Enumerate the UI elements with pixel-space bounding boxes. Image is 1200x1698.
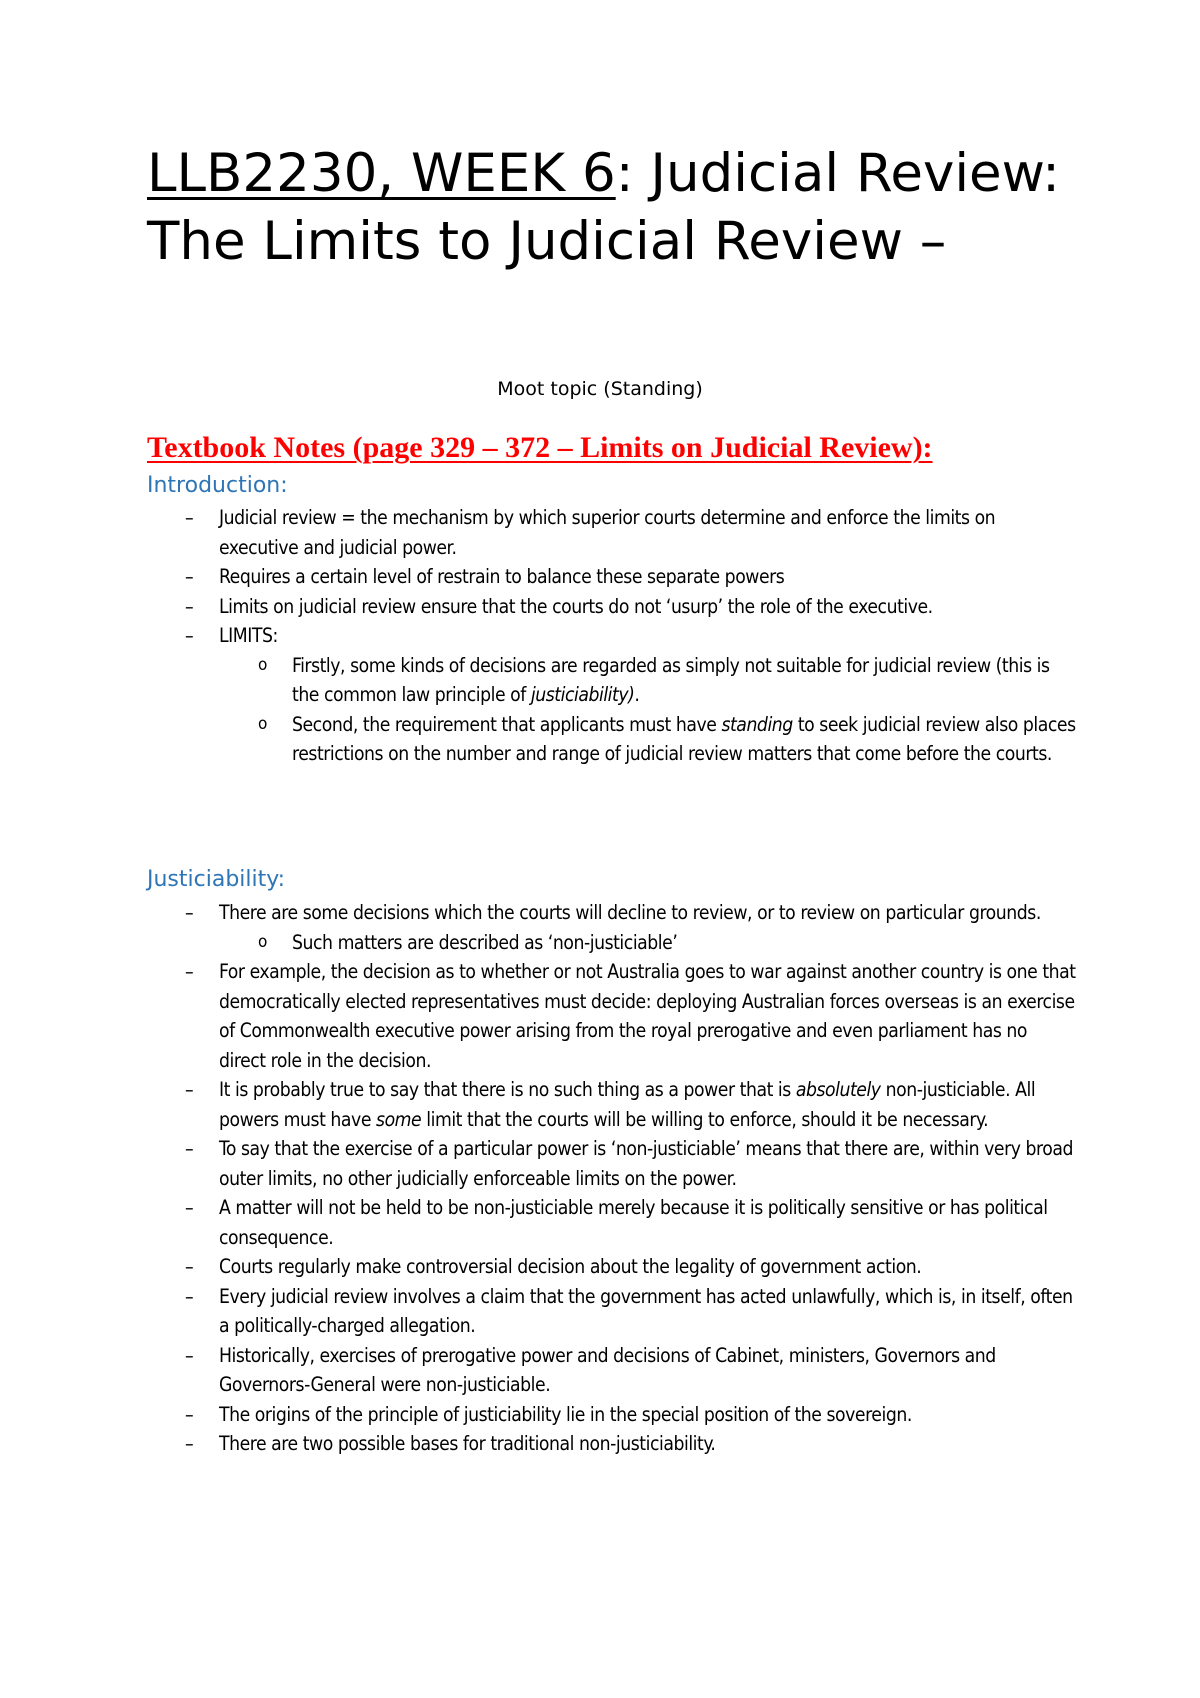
dash-bullet: – xyxy=(185,1343,194,1367)
list-item-limits: – LIMITS: o Firstly, some kinds of decisions are regarded as simply not suitable for judicial review (this is the common law principle of justiciability). o Second, the requirement that applicants must have standing to seek judicial review also places restrictions on the number and range of judicial review matters that come before the courts. xyxy=(147,621,1077,769)
dash-bullet: – xyxy=(185,1137,194,1160)
limits-sublist xyxy=(147,651,1077,769)
textbook-notes-heading: Textbook Notes (page 329 – 372 – Limits on Judicial Review): xyxy=(147,431,933,464)
circle-bullet: o xyxy=(258,713,267,734)
dash-bullet: – xyxy=(185,624,194,647)
course-code: LLB2230, WEEK 6 xyxy=(147,143,616,204)
list-item: – Historically, exercises of prerogative power and decisions of Cabinet, ministers, Governors and Governors-General were non-justiciable. xyxy=(147,1341,1077,1400)
sub-list-item: o Such matters are described as ‘non-justiciable’ xyxy=(147,928,1077,958)
dash-bullet: – xyxy=(185,1078,194,1101)
circle-bullet: o xyxy=(258,654,267,675)
list-item: – There are two possible bases for traditional non-justiciability. xyxy=(147,1429,1077,1459)
list-item: – For example, the decision as to whether or not Australia goes to war against another country is one that democratically elected representatives must decide: deploying Australian forces overseas is an exercise of Commonwealth executive power arising from the royal prerogative and even parliament has no direct role in the decision. xyxy=(147,957,1077,1075)
justiciability-list xyxy=(147,898,1077,1459)
dash-bullet: – xyxy=(185,1432,194,1455)
sub-list-item: o Second, the requirement that applicants must have standing to seek judicial review also places restrictions on the number and range of judicial review matters that come before the courts. xyxy=(147,710,1077,769)
dash-bullet: – xyxy=(185,565,194,588)
dash-bullet: – xyxy=(185,1402,194,1426)
list-item: – A matter will not be held to be non-justiciable merely because it is politically sensitive or has political consequence. xyxy=(147,1193,1077,1252)
moot-topic-subtitle: Moot topic (Standing) xyxy=(497,378,703,400)
list-item: – There are some decisions which the courts will decline to review, or to review on particular grounds. o Such matters are described as ‘non-justiciable’ xyxy=(147,898,1077,957)
dash-bullet: – xyxy=(185,1196,194,1219)
dash-bullet: – xyxy=(185,960,194,983)
page-title xyxy=(147,140,1067,276)
sub-list-item: o Firstly, some kinds of decisions are regarded as simply not suitable for judicial review (this is the common law principle of justiciability). xyxy=(147,651,1077,710)
list-item: – Requires a certain level of restrain to balance these separate powers xyxy=(147,562,1077,592)
list-item: – To say that the exercise of a particular power is ‘non-justiciable’ means that there are, within very broad outer limits, no other judicially enforceable limits on the power. xyxy=(147,1134,1077,1193)
list-item: – Every judicial review involves a claim that the government has acted unlawfully, which is, in itself, often a politically-charged allegation. xyxy=(147,1282,1077,1341)
introduction-list xyxy=(147,503,1077,769)
dash-bullet: – xyxy=(185,1255,194,1278)
title-text: : Judicial Review: The Limits to Judicial Review – xyxy=(147,143,1060,272)
dash-bullet: – xyxy=(185,901,194,924)
dash-bullet: – xyxy=(185,506,194,529)
list-item: – Judicial review = the mechanism by which superior courts determine and enforce the limits on executive and judicial power. xyxy=(147,503,1077,562)
list-item: – Courts regularly make controversial decision about the legality of government action. xyxy=(147,1252,1077,1282)
dash-bullet: – xyxy=(185,1284,194,1308)
dash-bullet: – xyxy=(185,594,194,618)
list-item: – Limits on judicial review ensure that the courts do not ‘usurp’ the role of the executive. xyxy=(147,592,1077,622)
non-justiciable-sublist xyxy=(147,928,1077,958)
justiciability-heading: Justiciability: xyxy=(147,867,286,892)
circle-bullet: o xyxy=(258,931,267,952)
introduction-heading: Introduction: xyxy=(147,473,288,498)
list-item: – It is probably true to say that there is no such thing as a power that is absolutely non-justiciable. All powers must have some limit that the courts will be willing to enforce, should it be necessary. xyxy=(147,1075,1077,1134)
list-item: – The origins of the principle of justiciability lie in the special position of the sovereign. xyxy=(147,1400,1077,1430)
